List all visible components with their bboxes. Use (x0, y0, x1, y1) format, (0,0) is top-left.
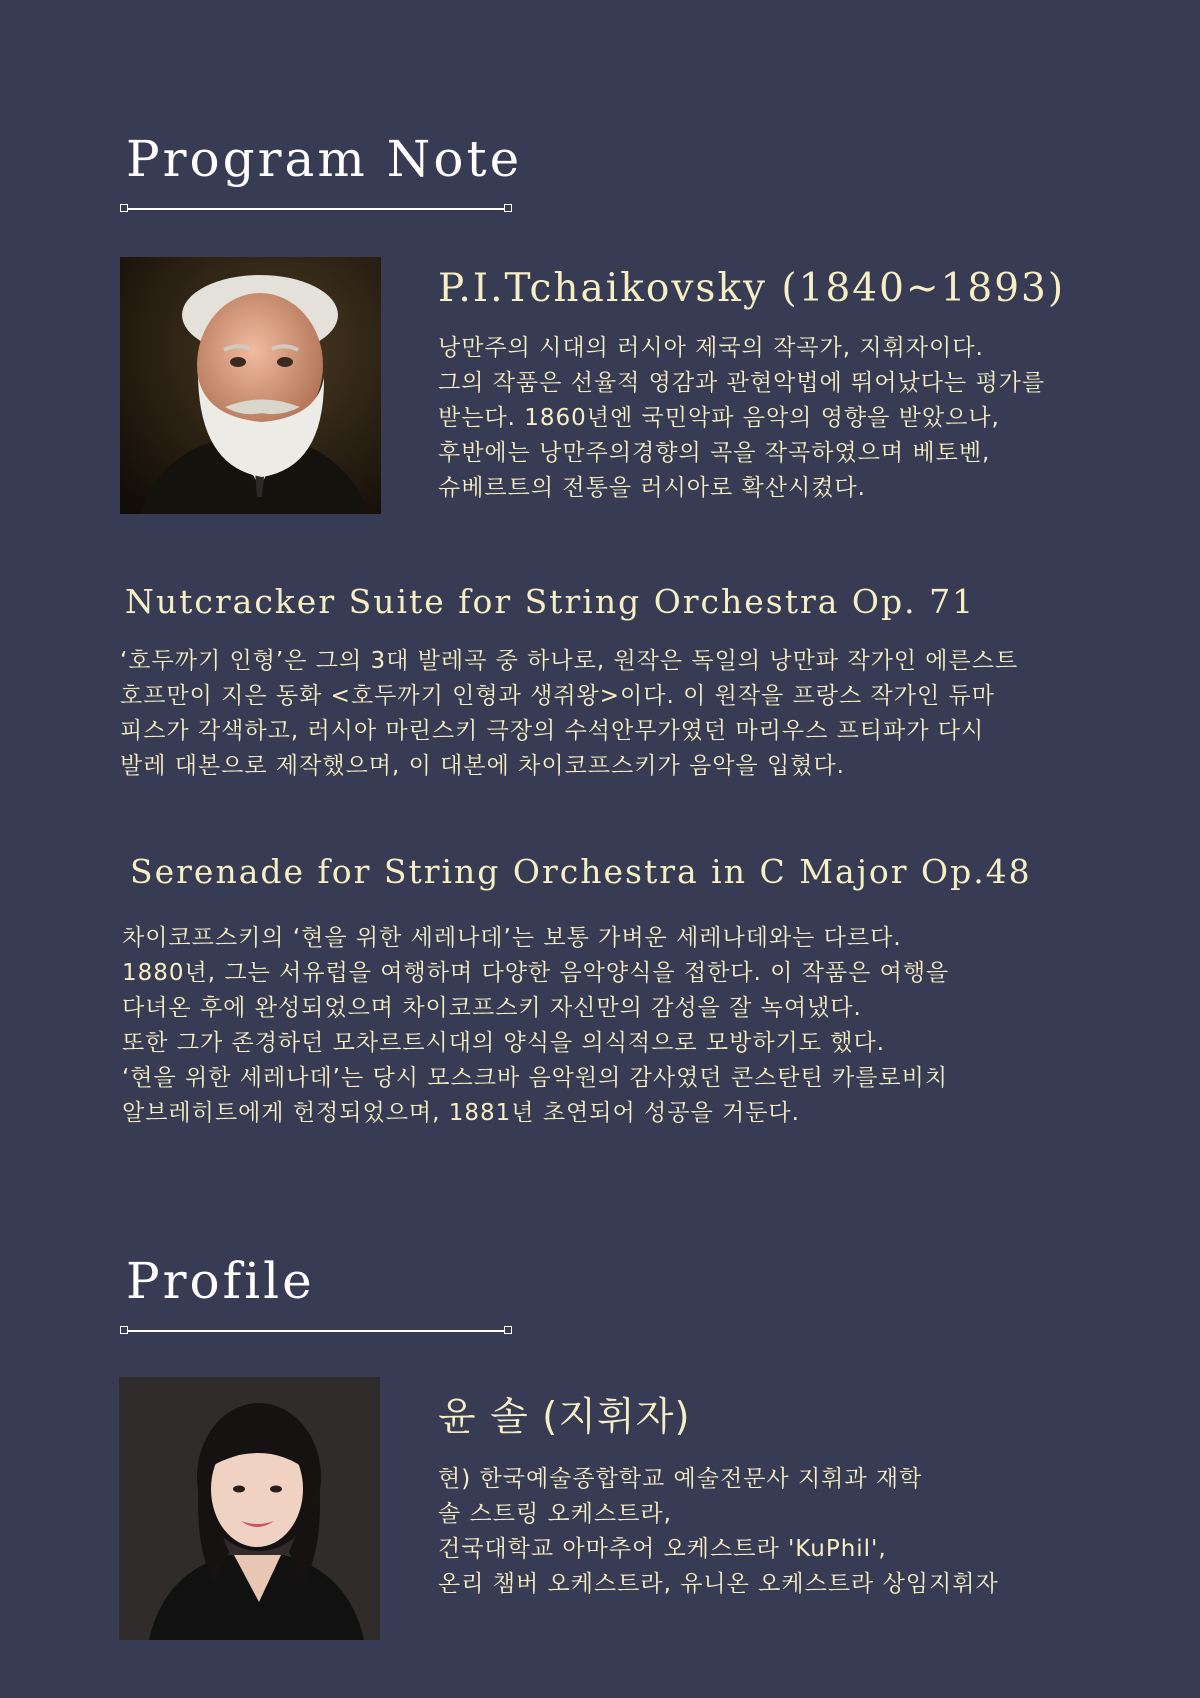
conductor-portrait (119, 1377, 380, 1640)
conductor-bio: 현) 한국예술종합학교 예술전문사 지휘과 재학 솔 스트링 오케스트라, 건국대학교 아마추어 오케스트라 'KuPhil', 온리 챔버 오케스트라, 유니온 오케스트라 상임지휘자 (438, 1466, 999, 1597)
program-note-heading: Program Note (126, 130, 523, 188)
composer-bio: 낭만주의 시대의 러시아 제국의 작곡가, 지휘자이다. 그의 작품은 선율적 영감과 관현악법에 뛰어났다는 평가를 받는다. 1860년엔 국민악파 음악의 영향을 받았으나, 후반에는 낭만주의경향의 곡을 작곡하였으며 베토벤, 슈베르트의 전통을 러시아로 확산시켰다. (438, 335, 1046, 501)
program-note-underline (120, 203, 512, 215)
composer-name: P.I.Tchaikovsky (1840~1893) (438, 266, 1066, 311)
piece-description-serenade: 차이코프스키의 ‘현을 위한 세레나데’는 보통 가벼운 세레나데와는 다르다. 1880년, 그는 서유럽을 여행하며 다양한 음악양식을 접한다. 이 작품은 여행을 다녀온 후에 완성되었으며 차이코프스키 자신만의 감성을 잘 녹여냈다. 또한 그가 존경하던 모차르트시대의 양식을 의식적으로 모방하기도 했다. ‘현을 위한 세레나데’는 당시 모스크바 음악원의 감사였던 콘스탄틴 카를로비치 알브레히트에게 헌정되었으며, 1881년 초연되어 성공을 거둔다. (122, 925, 950, 1126)
composer-portrait (120, 257, 381, 514)
piece-title-serenade: Serenade for String Orchestra in C Major Op.48 (130, 852, 1032, 891)
profile-underline (120, 1325, 512, 1337)
piece-description-nutcracker: ‘호두까기 인형’은 그의 3대 발레곡 중 하나로, 원작은 독일의 낭만파 작가인 에른스트 호프만이 지은 동화 <호두까기 인형과 생쥐왕>이다. 이 원작을 프랑스 작가인 듀마 피스가 각색하고, 러시아 마린스키 극장의 수석안무가였던 마리우스 프티파가 다시 발레 대본으로 제작했으며, 이 대본에 차이코프스키가 음악을 입혔다. (120, 648, 1019, 779)
piece-title-nutcracker: Nutcracker Suite for String Orchestra Op. 71 (125, 582, 976, 621)
conductor-name: 윤 솔 (지휘자) (438, 1395, 691, 1440)
profile-heading: Profile (126, 1252, 315, 1310)
